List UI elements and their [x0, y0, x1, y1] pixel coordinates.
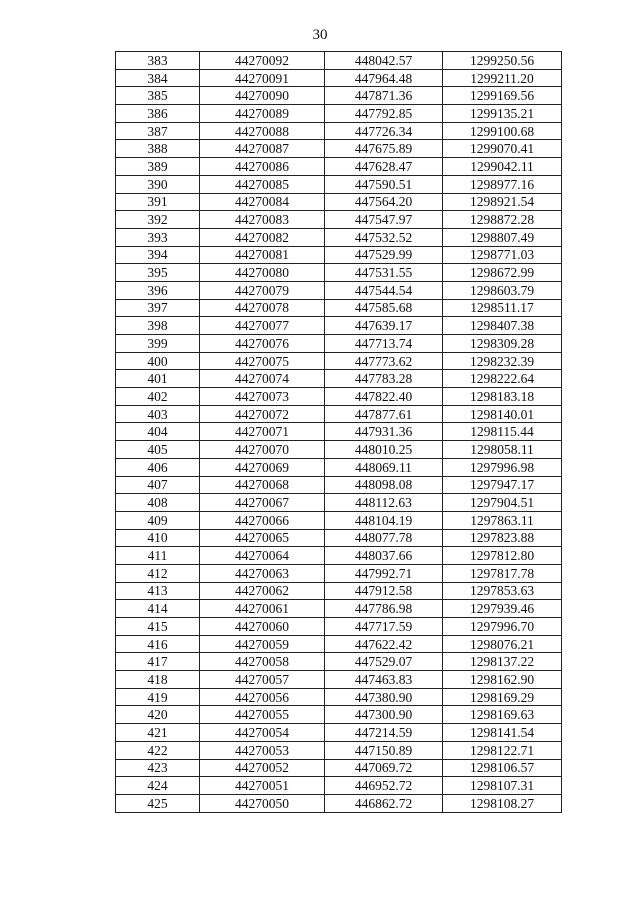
point-id-cell: 44270087 [200, 140, 325, 158]
y-coordinate-cell: 1299042.11 [443, 158, 562, 176]
point-id-cell: 44270084 [200, 193, 325, 211]
table-row [116, 547, 562, 565]
x-coordinate-cell: 448112.63 [325, 494, 443, 512]
x-coordinate-cell: 447713.74 [325, 335, 443, 353]
y-coordinate-cell: 1298106.57 [443, 759, 562, 777]
table-row [116, 476, 562, 494]
y-coordinate-cell: 1297996.70 [443, 618, 562, 636]
x-coordinate-cell: 447590.51 [325, 175, 443, 193]
point-id-cell: 44270092 [200, 52, 325, 70]
point-id-cell: 44270090 [200, 87, 325, 105]
y-coordinate-cell: 1298771.03 [443, 246, 562, 264]
y-coordinate-cell: 1298921.54 [443, 193, 562, 211]
point-number-cell: 391 [116, 193, 200, 211]
point-id-cell: 44270060 [200, 618, 325, 636]
table-row [116, 671, 562, 689]
x-coordinate-cell: 447964.48 [325, 69, 443, 87]
coordinates-table [115, 51, 562, 813]
coordinates-table-body [116, 52, 562, 813]
table-row [116, 352, 562, 370]
point-number-cell: 417 [116, 653, 200, 671]
point-id-cell: 44270061 [200, 600, 325, 618]
table-row [116, 618, 562, 636]
point-id-cell: 44270070 [200, 441, 325, 459]
point-id-cell: 44270075 [200, 352, 325, 370]
table-row [116, 405, 562, 423]
y-coordinate-cell: 1298140.01 [443, 405, 562, 423]
point-number-cell: 410 [116, 529, 200, 547]
x-coordinate-cell: 447871.36 [325, 87, 443, 105]
x-coordinate-cell: 446862.72 [325, 794, 443, 812]
point-number-cell: 392 [116, 211, 200, 229]
point-id-cell: 44270051 [200, 777, 325, 795]
point-number-cell: 393 [116, 228, 200, 246]
y-coordinate-cell: 1297817.78 [443, 564, 562, 582]
point-number-cell: 418 [116, 671, 200, 689]
table-row [116, 706, 562, 724]
x-coordinate-cell: 447214.59 [325, 724, 443, 742]
table-row [116, 759, 562, 777]
table-row [116, 193, 562, 211]
point-id-cell: 44270054 [200, 724, 325, 742]
point-number-cell: 407 [116, 476, 200, 494]
y-coordinate-cell: 1298107.31 [443, 777, 562, 795]
y-coordinate-cell: 1297947.17 [443, 476, 562, 494]
point-id-cell: 44270065 [200, 529, 325, 547]
y-coordinate-cell: 1299169.56 [443, 87, 562, 105]
y-coordinate-cell: 1298977.16 [443, 175, 562, 193]
point-number-cell: 404 [116, 423, 200, 441]
x-coordinate-cell: 447532.52 [325, 228, 443, 246]
point-number-cell: 405 [116, 441, 200, 459]
y-coordinate-cell: 1297939.46 [443, 600, 562, 618]
point-number-cell: 399 [116, 335, 200, 353]
table-row [116, 370, 562, 388]
table-row [116, 794, 562, 812]
page-number: 30 [312, 27, 328, 43]
y-coordinate-cell: 1298108.27 [443, 794, 562, 812]
point-id-cell: 44270055 [200, 706, 325, 724]
y-coordinate-cell: 1298872.28 [443, 211, 562, 229]
x-coordinate-cell: 448077.78 [325, 529, 443, 547]
x-coordinate-cell: 447463.83 [325, 671, 443, 689]
point-number-cell: 419 [116, 688, 200, 706]
point-number-cell: 402 [116, 388, 200, 406]
y-coordinate-cell: 1297996.98 [443, 458, 562, 476]
table-row [116, 299, 562, 317]
x-coordinate-cell: 447822.40 [325, 388, 443, 406]
x-coordinate-cell: 447912.58 [325, 582, 443, 600]
point-number-cell: 395 [116, 264, 200, 282]
point-id-cell: 44270071 [200, 423, 325, 441]
x-coordinate-cell: 447792.85 [325, 105, 443, 123]
point-number-cell: 383 [116, 52, 200, 70]
point-id-cell: 44270056 [200, 688, 325, 706]
point-number-cell: 388 [116, 140, 200, 158]
x-coordinate-cell: 448037.66 [325, 547, 443, 565]
y-coordinate-cell: 1299250.56 [443, 52, 562, 70]
point-id-cell: 44270091 [200, 69, 325, 87]
table-row [116, 741, 562, 759]
point-id-cell: 44270066 [200, 511, 325, 529]
y-coordinate-cell: 1298115.44 [443, 423, 562, 441]
y-coordinate-cell: 1298141.54 [443, 724, 562, 742]
point-id-cell: 44270085 [200, 175, 325, 193]
table-row [116, 724, 562, 742]
point-id-cell: 44270058 [200, 653, 325, 671]
point-id-cell: 44270079 [200, 281, 325, 299]
point-number-cell: 398 [116, 317, 200, 335]
point-number-cell: 403 [116, 405, 200, 423]
y-coordinate-cell: 1298162.90 [443, 671, 562, 689]
point-id-cell: 44270088 [200, 122, 325, 140]
table-row [116, 458, 562, 476]
point-number-cell: 408 [116, 494, 200, 512]
x-coordinate-cell: 447675.89 [325, 140, 443, 158]
y-coordinate-cell: 1297812.80 [443, 547, 562, 565]
point-number-cell: 397 [116, 299, 200, 317]
point-number-cell: 386 [116, 105, 200, 123]
point-id-cell: 44270057 [200, 671, 325, 689]
point-number-cell: 422 [116, 741, 200, 759]
point-number-cell: 390 [116, 175, 200, 193]
y-coordinate-cell: 1299070.41 [443, 140, 562, 158]
point-number-cell: 421 [116, 724, 200, 742]
point-number-cell: 425 [116, 794, 200, 812]
x-coordinate-cell: 447877.61 [325, 405, 443, 423]
table-row [116, 494, 562, 512]
y-coordinate-cell: 1297904.51 [443, 494, 562, 512]
x-coordinate-cell: 447773.62 [325, 352, 443, 370]
table-row [116, 122, 562, 140]
point-number-cell: 409 [116, 511, 200, 529]
point-id-cell: 44270080 [200, 264, 325, 282]
point-id-cell: 44270073 [200, 388, 325, 406]
y-coordinate-cell: 1298169.63 [443, 706, 562, 724]
y-coordinate-cell: 1299211.20 [443, 69, 562, 87]
point-id-cell: 44270076 [200, 335, 325, 353]
y-coordinate-cell: 1298807.49 [443, 228, 562, 246]
point-id-cell: 44270086 [200, 158, 325, 176]
table-row [116, 317, 562, 335]
x-coordinate-cell: 447783.28 [325, 370, 443, 388]
x-coordinate-cell: 447300.90 [325, 706, 443, 724]
point-id-cell: 44270081 [200, 246, 325, 264]
point-id-cell: 44270050 [200, 794, 325, 812]
y-coordinate-cell: 1297863.11 [443, 511, 562, 529]
y-coordinate-cell: 1299135.21 [443, 105, 562, 123]
y-coordinate-cell: 1298511.17 [443, 299, 562, 317]
table-row [116, 69, 562, 87]
point-id-cell: 44270067 [200, 494, 325, 512]
table-row [116, 388, 562, 406]
x-coordinate-cell: 447150.89 [325, 741, 443, 759]
table-row [116, 246, 562, 264]
point-id-cell: 44270053 [200, 741, 325, 759]
point-number-cell: 424 [116, 777, 200, 795]
table-row [116, 600, 562, 618]
x-coordinate-cell: 447547.97 [325, 211, 443, 229]
point-number-cell: 423 [116, 759, 200, 777]
point-number-cell: 420 [116, 706, 200, 724]
y-coordinate-cell: 1298076.21 [443, 635, 562, 653]
table-row [116, 441, 562, 459]
y-coordinate-cell: 1298058.11 [443, 441, 562, 459]
point-id-cell: 44270072 [200, 405, 325, 423]
x-coordinate-cell: 447529.99 [325, 246, 443, 264]
x-coordinate-cell: 446952.72 [325, 777, 443, 795]
point-id-cell: 44270089 [200, 105, 325, 123]
y-coordinate-cell: 1297853.63 [443, 582, 562, 600]
table-row [116, 423, 562, 441]
point-id-cell: 44270064 [200, 547, 325, 565]
y-coordinate-cell: 1298407.38 [443, 317, 562, 335]
point-number-cell: 389 [116, 158, 200, 176]
table-row [116, 281, 562, 299]
point-number-cell: 396 [116, 281, 200, 299]
table-row [116, 158, 562, 176]
table-row [116, 564, 562, 582]
table-row [116, 653, 562, 671]
point-id-cell: 44270078 [200, 299, 325, 317]
table-row [116, 511, 562, 529]
x-coordinate-cell: 447628.47 [325, 158, 443, 176]
x-coordinate-cell: 447992.71 [325, 564, 443, 582]
y-coordinate-cell: 1298137.22 [443, 653, 562, 671]
x-coordinate-cell: 448010.25 [325, 441, 443, 459]
point-id-cell: 44270052 [200, 759, 325, 777]
point-id-cell: 44270077 [200, 317, 325, 335]
point-number-cell: 400 [116, 352, 200, 370]
table-row [116, 335, 562, 353]
y-coordinate-cell: 1298122.71 [443, 741, 562, 759]
table-row [116, 105, 562, 123]
point-number-cell: 387 [116, 122, 200, 140]
y-coordinate-cell: 1298309.28 [443, 335, 562, 353]
table-row [116, 140, 562, 158]
point-number-cell: 411 [116, 547, 200, 565]
point-id-cell: 44270074 [200, 370, 325, 388]
x-coordinate-cell: 447544.54 [325, 281, 443, 299]
x-coordinate-cell: 447531.55 [325, 264, 443, 282]
x-coordinate-cell: 447726.34 [325, 122, 443, 140]
x-coordinate-cell: 447931.36 [325, 423, 443, 441]
y-coordinate-cell: 1298603.79 [443, 281, 562, 299]
table-row [116, 264, 562, 282]
x-coordinate-cell: 448104.19 [325, 511, 443, 529]
x-coordinate-cell: 447622.42 [325, 635, 443, 653]
point-id-cell: 44270062 [200, 582, 325, 600]
point-number-cell: 401 [116, 370, 200, 388]
point-id-cell: 44270063 [200, 564, 325, 582]
x-coordinate-cell: 447380.90 [325, 688, 443, 706]
table-row [116, 777, 562, 795]
table-row [116, 52, 562, 70]
x-coordinate-cell: 447564.20 [325, 193, 443, 211]
table-row [116, 87, 562, 105]
point-number-cell: 416 [116, 635, 200, 653]
table-row [116, 529, 562, 547]
point-number-cell: 412 [116, 564, 200, 582]
y-coordinate-cell: 1299100.68 [443, 122, 562, 140]
y-coordinate-cell: 1298232.39 [443, 352, 562, 370]
table-row [116, 175, 562, 193]
point-number-cell: 414 [116, 600, 200, 618]
x-coordinate-cell: 447786.98 [325, 600, 443, 618]
point-id-cell: 44270068 [200, 476, 325, 494]
point-id-cell: 44270059 [200, 635, 325, 653]
y-coordinate-cell: 1298183.18 [443, 388, 562, 406]
table-row [116, 635, 562, 653]
x-coordinate-cell: 447717.59 [325, 618, 443, 636]
point-id-cell: 44270082 [200, 228, 325, 246]
point-number-cell: 394 [116, 246, 200, 264]
y-coordinate-cell: 1298222.64 [443, 370, 562, 388]
table-row [116, 228, 562, 246]
point-id-cell: 44270069 [200, 458, 325, 476]
point-id-cell: 44270083 [200, 211, 325, 229]
x-coordinate-cell: 447529.07 [325, 653, 443, 671]
point-number-cell: 385 [116, 87, 200, 105]
y-coordinate-cell: 1298672.99 [443, 264, 562, 282]
point-number-cell: 384 [116, 69, 200, 87]
x-coordinate-cell: 448042.57 [325, 52, 443, 70]
x-coordinate-cell: 448098.08 [325, 476, 443, 494]
point-number-cell: 413 [116, 582, 200, 600]
x-coordinate-cell: 447639.17 [325, 317, 443, 335]
point-number-cell: 415 [116, 618, 200, 636]
table-row [116, 211, 562, 229]
y-coordinate-cell: 1298169.29 [443, 688, 562, 706]
x-coordinate-cell: 447069.72 [325, 759, 443, 777]
table-row [116, 688, 562, 706]
table-row [116, 582, 562, 600]
x-coordinate-cell: 447585.68 [325, 299, 443, 317]
y-coordinate-cell: 1297823.88 [443, 529, 562, 547]
x-coordinate-cell: 448069.11 [325, 458, 443, 476]
point-number-cell: 406 [116, 458, 200, 476]
